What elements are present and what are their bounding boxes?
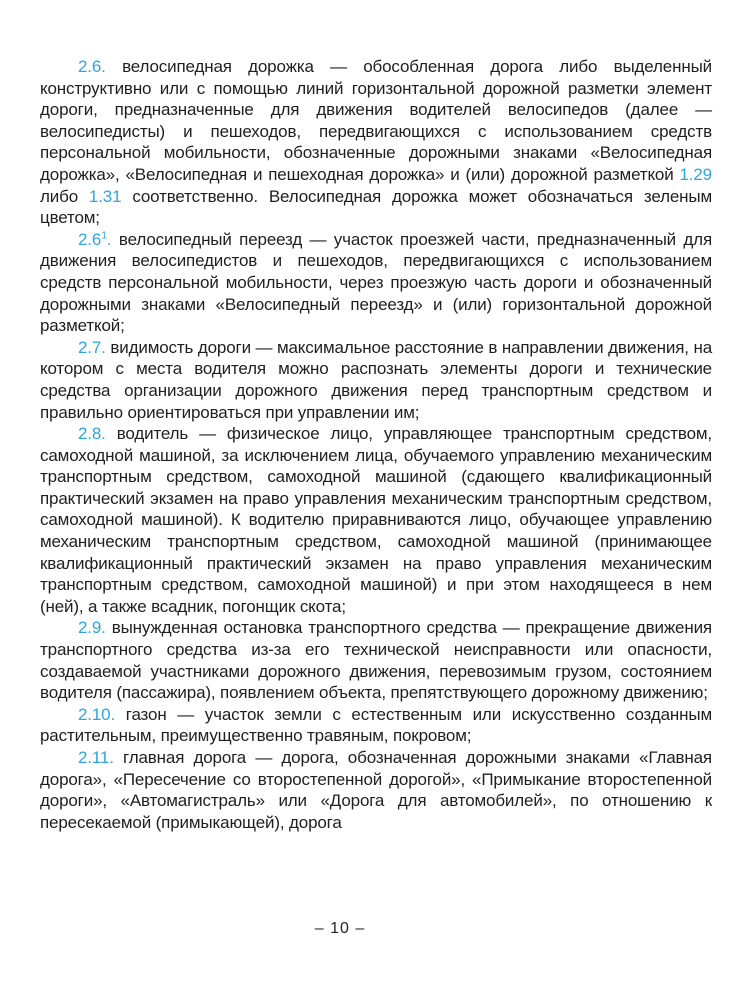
paragraph-2-10: 2.10. газон — участок земли с естественным или искусственно созданным растительным, преимущественно травяным, покровом; (40, 704, 712, 746)
paragraph-2-11: 2.11. главная дорога — дорога, обозначенная дорожными знаками «Главная дорога», «Пересечение со второстепенной дорогой», «Примыкание второстепенной дороги», «Автомагистраль» или «Дорога для автомобилей», по отношению к пересекаемой (примыкающей), дорога (40, 748, 712, 832)
page-number: – 10 – (314, 920, 366, 937)
text-block (40, 56, 712, 833)
clause-number-2-6: 2.6. (78, 57, 106, 76)
paragraph-2-8: 2.8. водитель — физическое лицо, управляющее транспортным средством, самоходной машиной, за исключением лица, обучаемого управлению механическим транспортным средством, самоходной машиной (сдающего квалификационный практический экзамен на право управления механическим транспортным средством, самоходной машиной). К водителю приравниваются лицо, обучающее управлению механическим транспортным средством, самоходной машиной (принимающее квалификационный практический экзамен на право управления механическим транспортным средством, самоходной машиной) и при этом находящееся в нем (ней), а также всадник, погонщик скота; (40, 424, 712, 616)
road-marking-ref: 1.31 (88, 186, 122, 206)
paragraph-2-9: 2.9. вынужденная остановка транспортного средства — прекращение движения транспортного средства из-за его технической неисправности или опасности, создаваемой участниками дорожного движения, перевозимым грузом, состоянием водителя (пассажира), появлением объекта, препятствующего дорожному движению; (40, 618, 712, 703)
clause-number-2-8: 2.8. (78, 424, 106, 444)
clause-number-2-11: 2.11. (78, 748, 114, 767)
paragraph-2-7: 2.7. видимость дороги — максимальное расстояние в направлении движения, на котором с места водителя можно распознать элементы дороги и технические средства организации дорожного движения перед транспортным средством и правильно ориентироваться при управлении им; (40, 337, 712, 422)
clause-number-2-10: 2.10. (78, 704, 116, 724)
paragraph-2-6-1: $2.6^1$. велосипедный переезд — участок проезжей части, предназначенный для движения велосипедистов и пешеходов, передвигающихся с использованием средств персональной мобильности, через проезжую часть дороги и обозначенный дорожными знаками «Велосипедный переезд» и (или) горизонтальной дорожной разметкой; (40, 229, 713, 336)
clause-number-superscript: 1 (101, 229, 107, 242)
paragraph-2-6: 2.6. велосипедная дорожка — обособленная дорога либо выделенный конструктивно или с помощью линий горизонтальной дорожной разметки элемент дороги, предназначенные для движения водителей велосипедов (далее — велосипедисты) и пешеходов, передвигающихся с использованием средств персональной мобильности, обозначенные дорожными знаками «Велосипедная дорожка», «Велосипедная и пешеходная дорожка» и (или) дорожной разметкой 1.29 либо 1.31 соответственно. Велосипедная дорожка может обозначаться зеленым цветом; (40, 57, 712, 228)
clause-number-2-6-1: $2.6^1$. (78, 229, 112, 249)
road-marking-ref: 1.29 (679, 164, 712, 184)
clause-number-2-9: 2.9. (78, 618, 106, 638)
clause-number-2-7: 2.7. (78, 337, 106, 357)
